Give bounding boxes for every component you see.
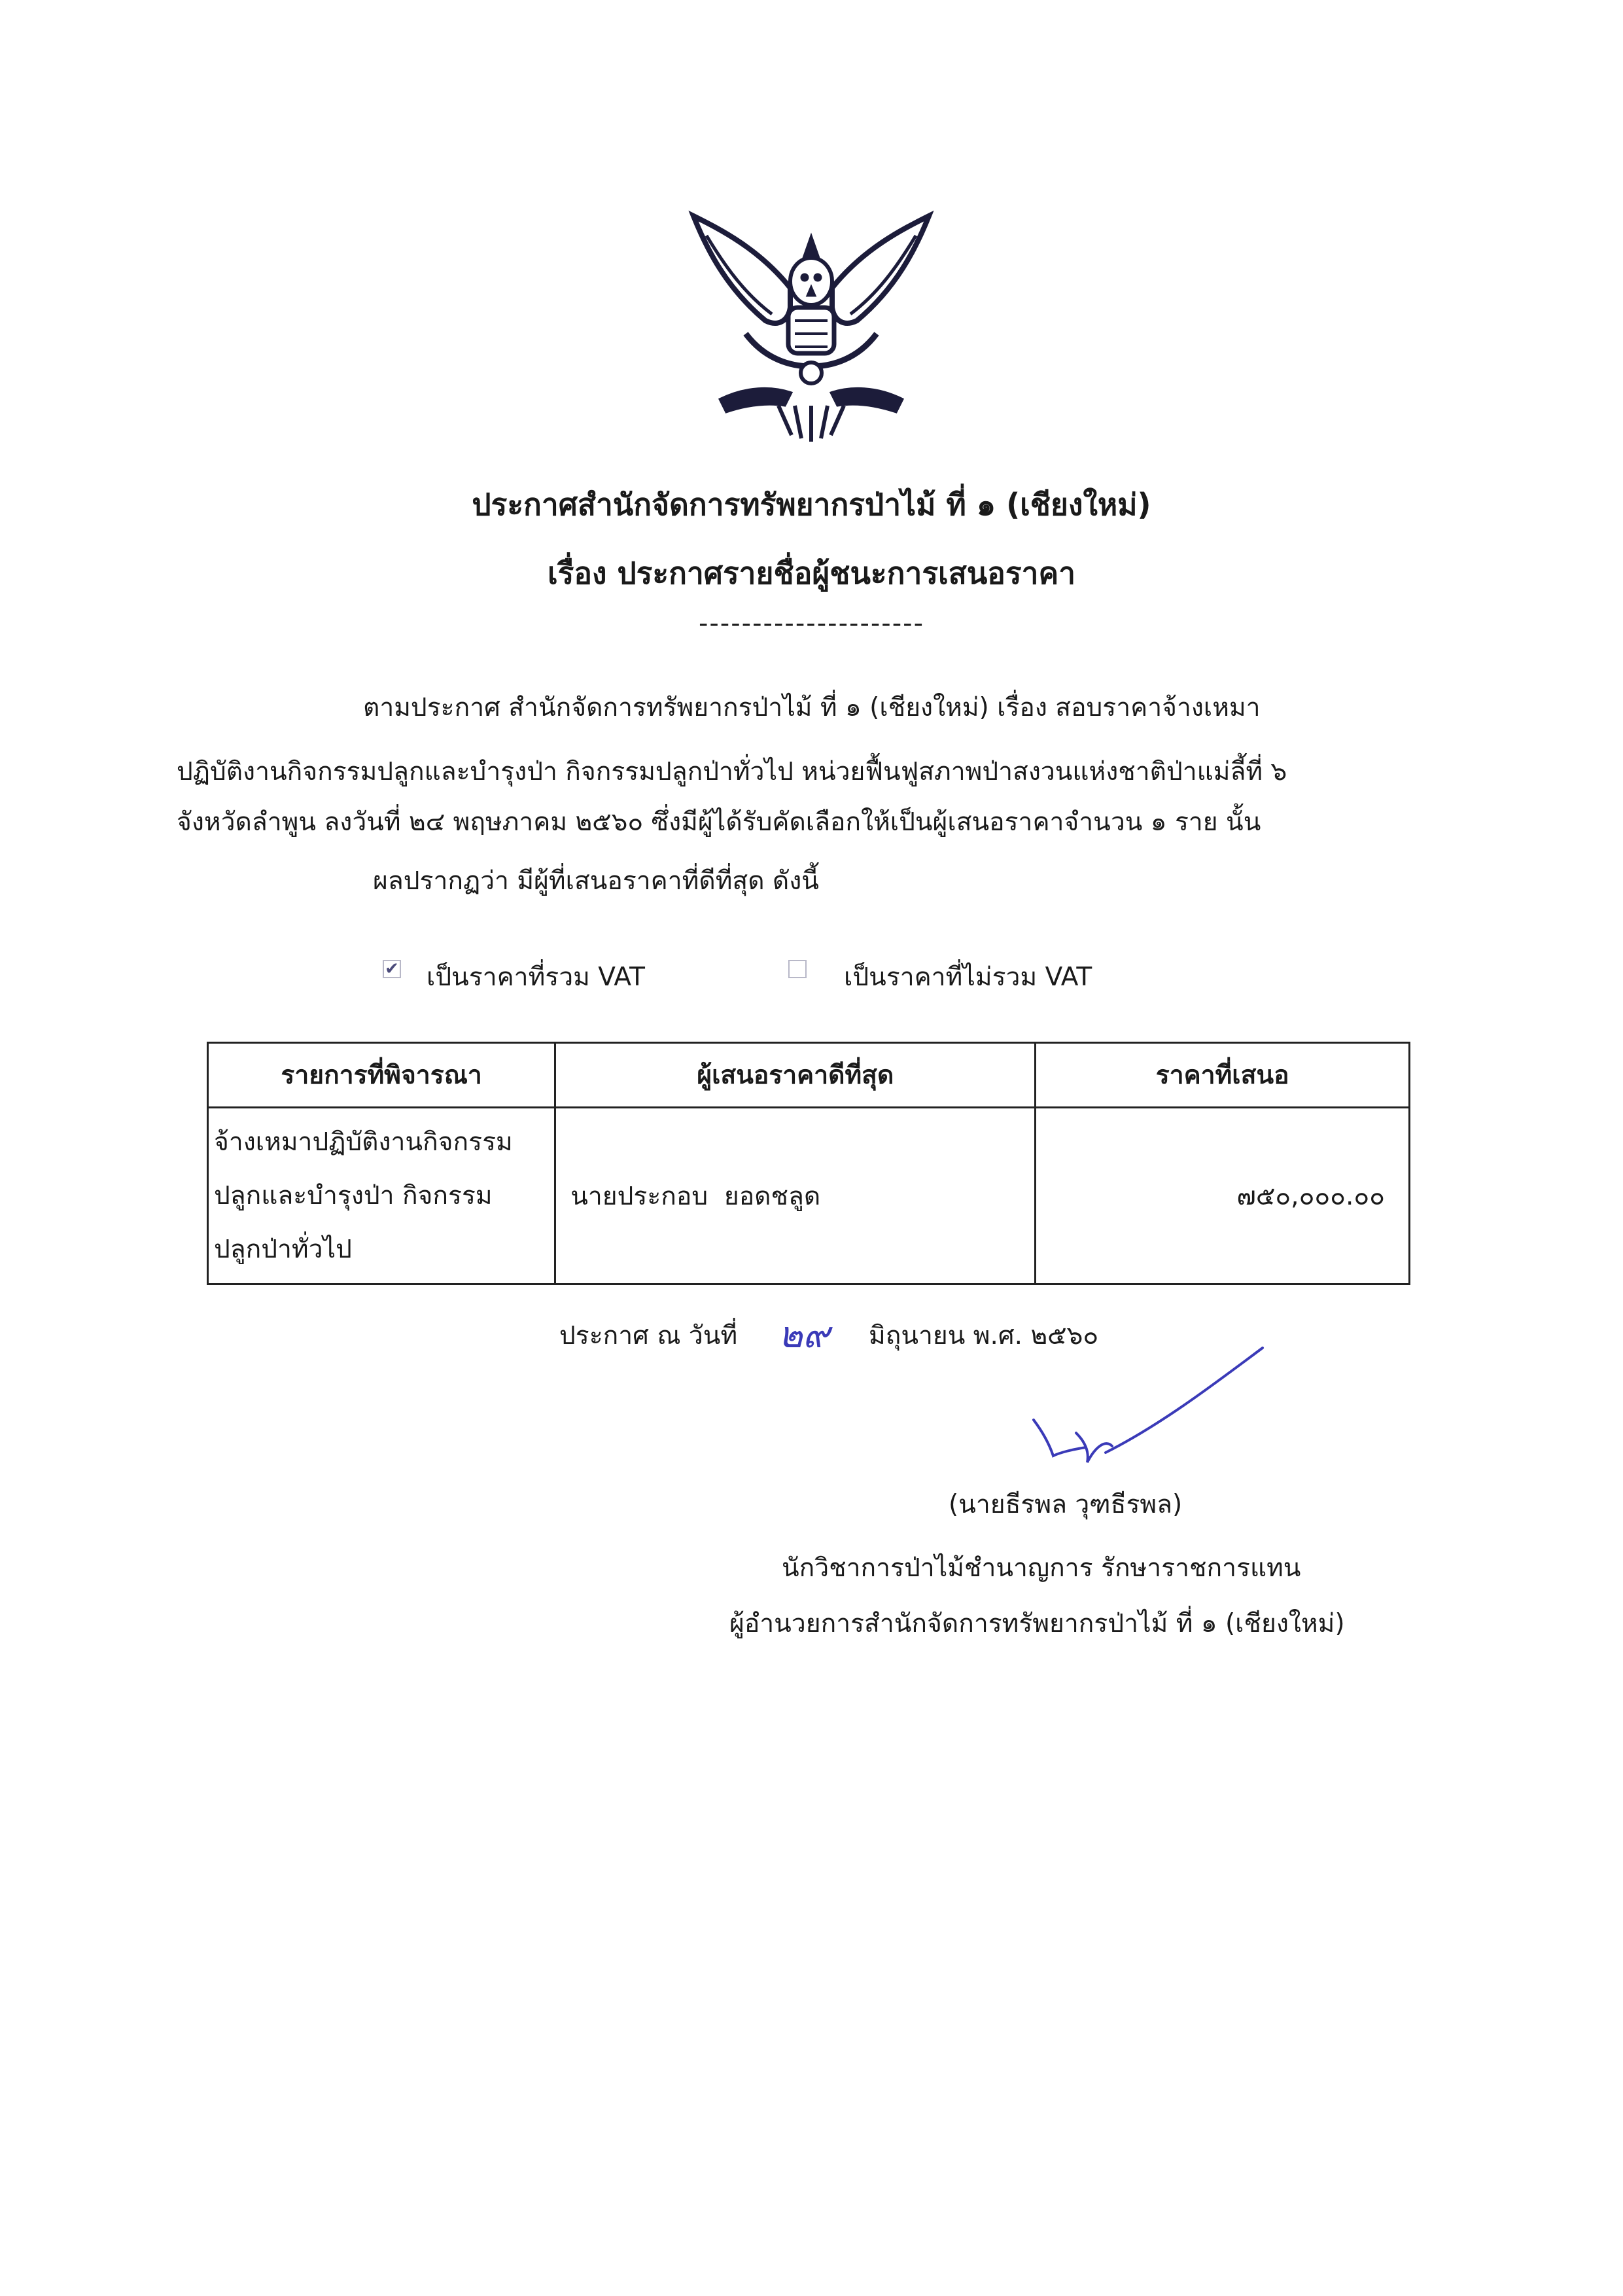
announcement-title: ประกาศสำนักจัดการทรัพยากรป่าไม้ ที่ ๑ (เชียงใหม่)	[472, 487, 1151, 522]
announce-day-handwritten: ๒๙	[778, 1314, 829, 1356]
garuda-emblem-icon	[680, 209, 942, 445]
cell-item	[208, 1108, 555, 1284]
header-item: รายการที่พิจารณา	[208, 1043, 555, 1108]
announcement-subject: เรื่อง ประกาศรายชื่อผู้ชนะการเสนอราคา	[547, 556, 1076, 591]
body-line-3: จังหวัดลำพูน ลงวันที่ ๒๔ พฤษภาคม ๒๕๖๐ ซึ่งมีผู้ได้รับคัดเลือกให้เป็นผู้เสนอราคาจำนวน ๑ ราย นั้น	[177, 807, 1261, 837]
announce-date-prefix: ประกาศ ณ วันที่	[559, 1321, 738, 1351]
table-row	[208, 1108, 1410, 1284]
signatory-position-2: ผู้อำนวยการสำนักจัดการทรัพยากรป่าไม้ ที่ ๑ (เชียงใหม่)	[729, 1609, 1345, 1638]
signature-icon	[1014, 1335, 1276, 1485]
body-line-1: ตามประกาศ สำนักจัดการทรัพยากรป่าไม้ ที่ ๑ (เชียงใหม่) เรื่อง สอบราคาจ้างเหมา	[363, 693, 1261, 722]
award-table	[207, 1042, 1410, 1285]
body-line-4: ผลปรากฏว่า มีผู้ที่เสนอราคาที่ดีที่สุด ดังนี้	[373, 866, 819, 896]
cell-bidder: นายประกอบ ยอดชลูด	[555, 1108, 1036, 1284]
header-bidder: ผู้เสนอราคาดีที่สุด	[555, 1043, 1036, 1108]
vat-included-checkbox: ✔	[383, 960, 401, 978]
item-line-3: ปลูกป่าทั่วไป	[214, 1234, 352, 1264]
announce-date-suffix: มิถุนายน พ.ศ. ๒๕๖๐	[869, 1321, 1099, 1351]
table-header-row	[208, 1043, 1410, 1108]
item-line-1: จ้างเหมาปฏิบัติงานกิจกรรม	[214, 1127, 513, 1157]
cell-price: ๗๕๐,๐๐๐.๐๐	[1036, 1108, 1410, 1284]
vat-excluded-label: เป็นราคาที่ไม่รวม VAT	[844, 963, 1092, 992]
vat-excluded-checkbox	[788, 960, 807, 978]
signatory-position-1: นักวิชาการป่าไม้ชำนาญการ รักษาราชการแทน	[782, 1553, 1301, 1583]
vat-included-label: เป็นราคาที่รวม VAT	[427, 963, 645, 992]
item-line-2: ปลูกและบำรุงป่า กิจกรรม	[214, 1180, 493, 1210]
header-price: ราคาที่เสนอ	[1036, 1043, 1410, 1108]
title-divider: ---------------------	[698, 609, 925, 639]
body-line-2: ปฏิบัติงานกิจกรรมปลูกและบำรุงป่า กิจกรรมปลูกป่าทั่วไป หน่วยฟื้นฟูสภาพป่าสงวนแห่งชาติป่าแม่ลี้ที่ ๖	[177, 757, 1287, 786]
signatory-name: (นายธีรพล วุฑธีรพล)	[949, 1490, 1183, 1519]
